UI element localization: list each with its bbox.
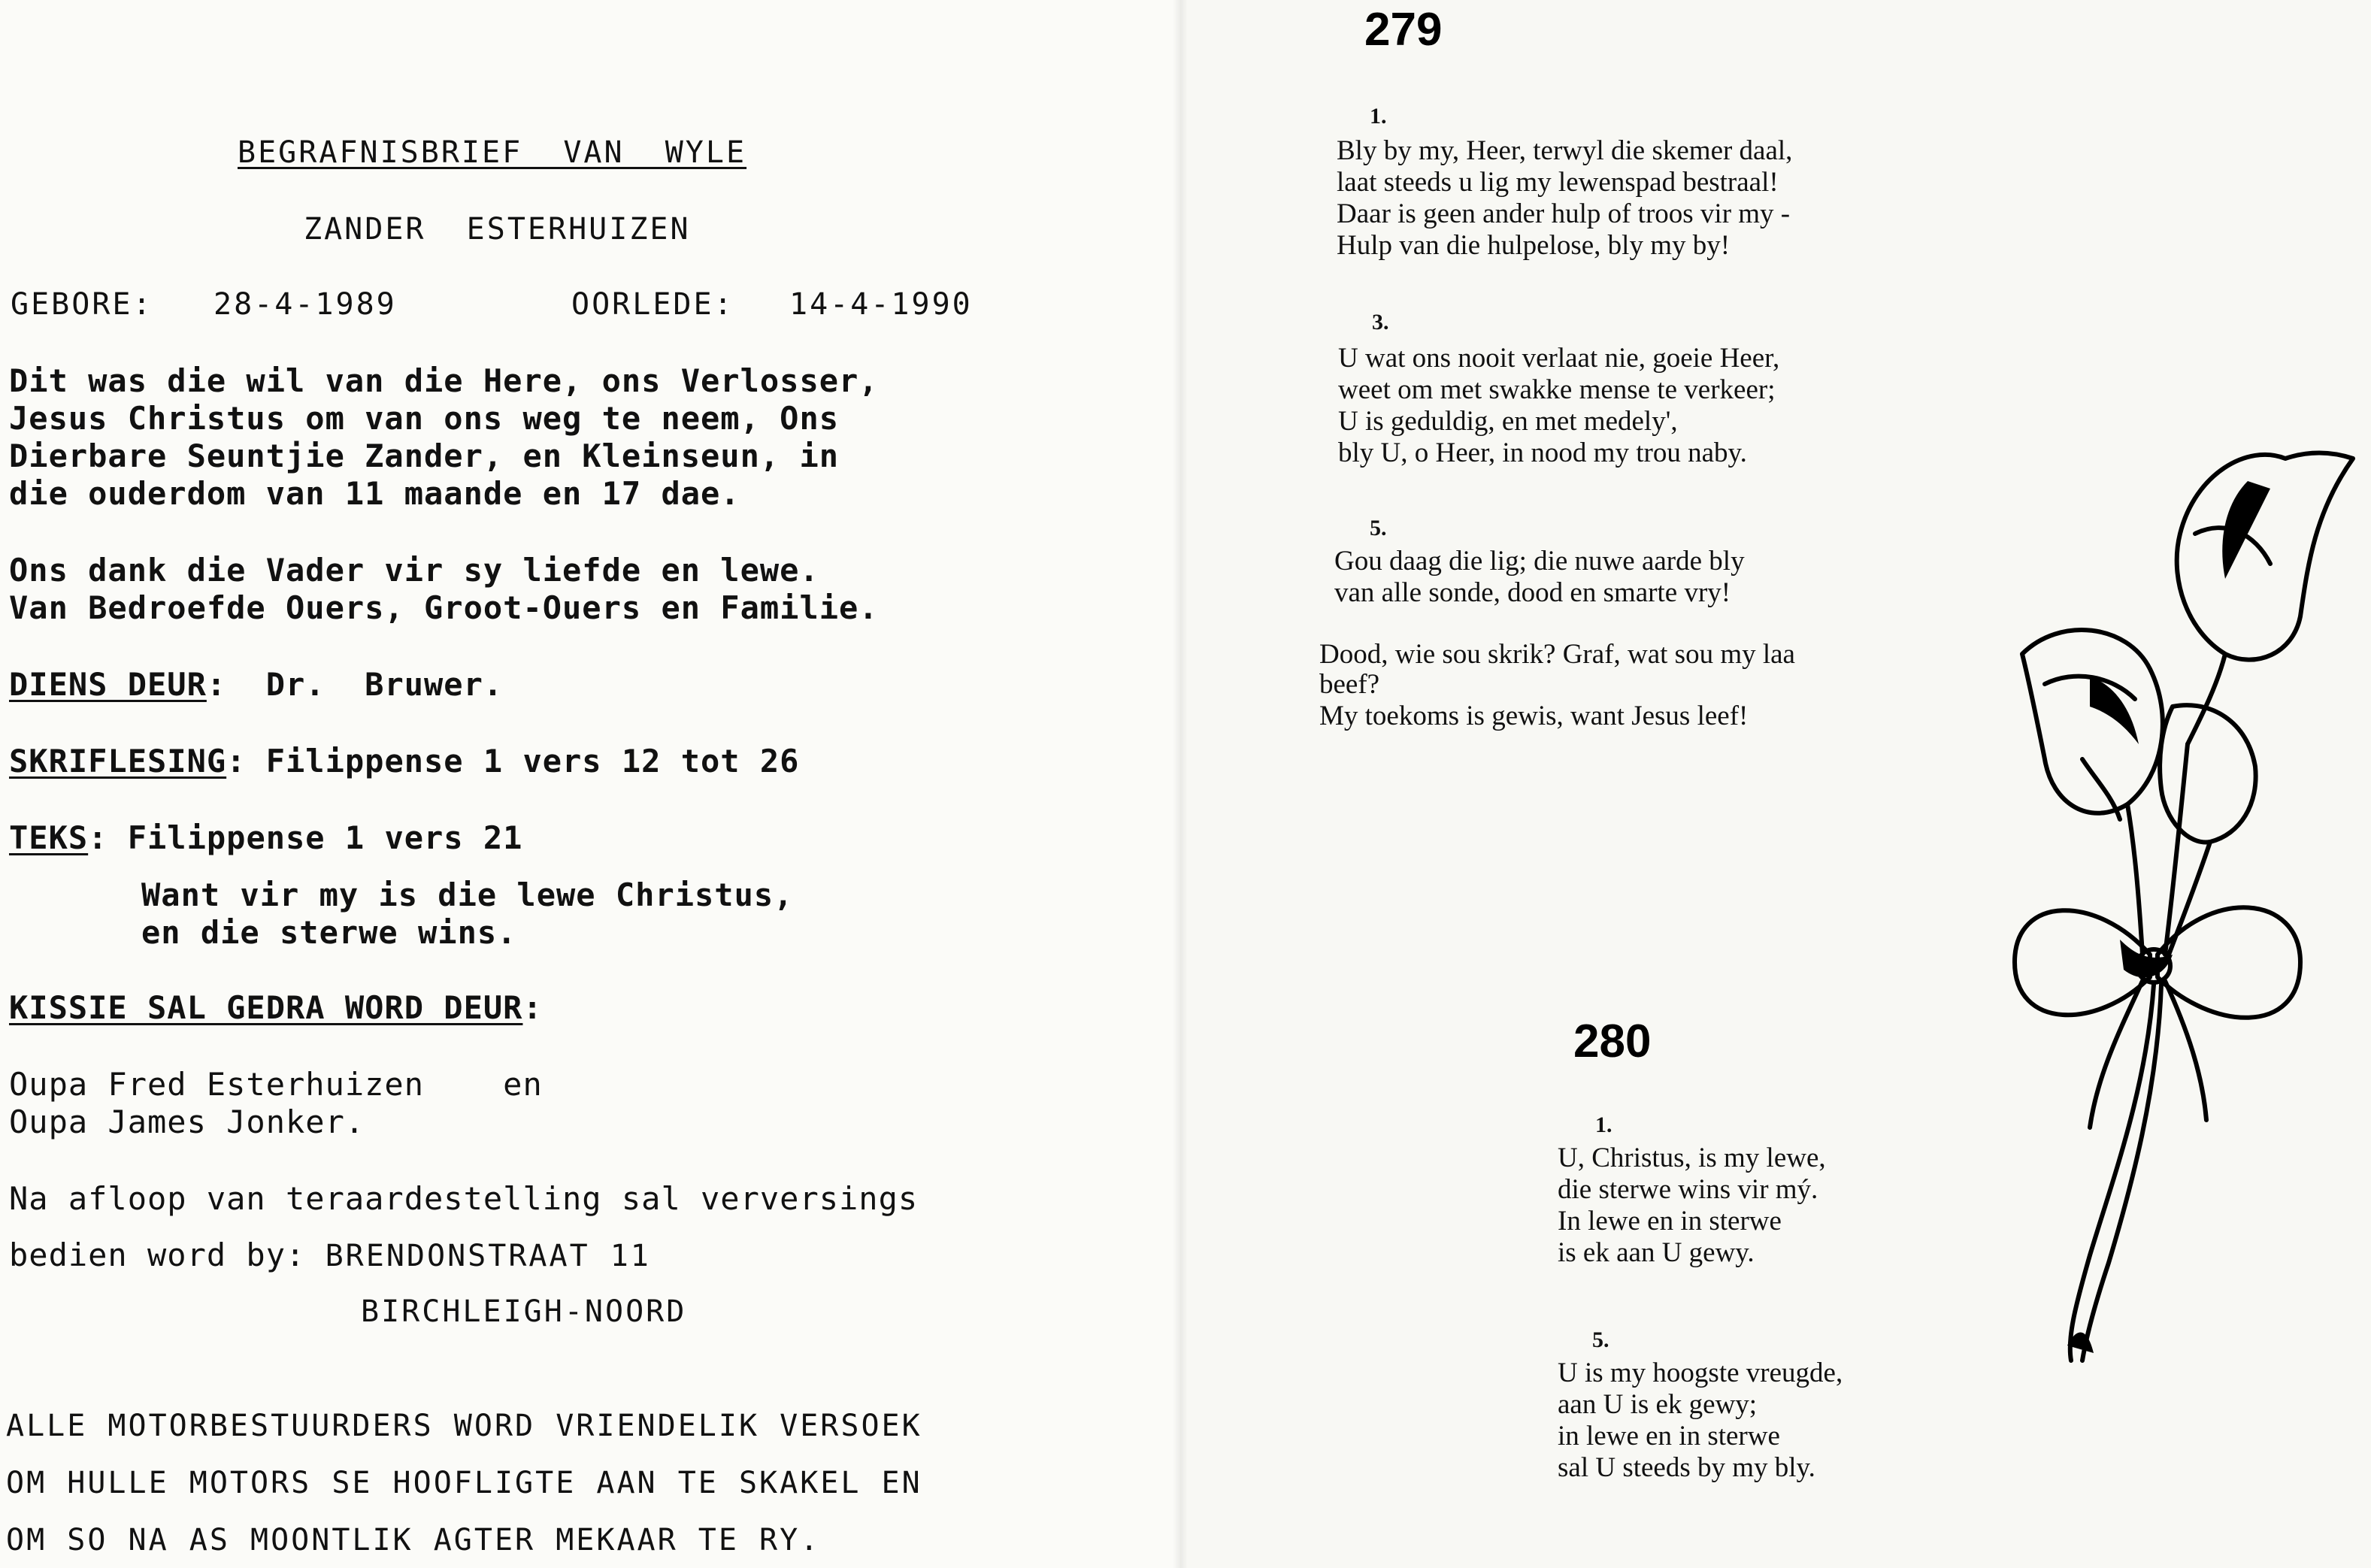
address-line-2: BIRCHLEIGH-NOORD [361, 1294, 687, 1329]
refreshments-line-1: Na afloop van teraardestelling sal verversings [9, 1180, 919, 1217]
paragraph-1-line-2: Jesus Christus om van ons weg te neem, Ons [9, 400, 840, 437]
bearers-colon: : [522, 989, 543, 1026]
reading-label: SKRIFLESING [9, 743, 227, 779]
text-label: TEKS [9, 819, 89, 856]
hymn-279-v5b-line-2: beef? [1319, 669, 1380, 700]
hymn-280-v1-line-2: die sterwe wins vir mý. [1558, 1174, 1818, 1205]
hymn-279-v1-line-4: Hulp van die hulpelose, bly my by! [1337, 230, 1731, 261]
service-value: : Dr. Bruwer. [206, 666, 504, 703]
refreshments-label: bedien word by: [9, 1237, 326, 1273]
born-label: GEBORE: [11, 287, 153, 322]
hymn-279-verse-3-label: 3. [1372, 310, 1389, 334]
hymn-280-verse-5-label: 5. [1592, 1327, 1609, 1352]
hymn-279-number: 279 [1364, 4, 1443, 56]
text-row [9, 819, 522, 857]
hymn-280-number: 280 [1573, 1016, 1652, 1067]
hymn-280-v1-line-4: is ek aan U gewy. [1558, 1237, 1755, 1268]
hymn-280-v1-line-3: In lewe en in sterwe [1558, 1206, 1782, 1237]
reading-row [9, 743, 799, 780]
hymn-279-v5-line-2: van alle sonde, dood en smarte vry! [1334, 577, 1731, 608]
died-label: OORLEDE: [571, 287, 734, 322]
paragraph-2-line-2: Van Bedroefde Ouers, Groot-Ouers en Familie. [9, 589, 879, 626]
hymn-279-v5b-line-1: Dood, wie sou skrik? Graf, wat sou my laa [1319, 639, 1795, 670]
page-fold [1173, 0, 1188, 1568]
deceased-name: ZANDER ESTERHUIZEN [304, 212, 691, 247]
text-value: : Filippense 1 vers 21 [88, 819, 523, 856]
hymn-279-v3-line-3: U is geduldig, en met medely', [1338, 406, 1678, 437]
paragraph-1-line-3: Dierbare Seuntjie Zander, en Kleinseun, in [9, 437, 840, 474]
bearer-line-2: Oupa James Jonker. [9, 1103, 365, 1140]
hymn-280-v5-line-1: U is my hoogste vreugde, [1558, 1358, 1843, 1388]
hymn-280-verse-1-label: 1. [1595, 1112, 1612, 1137]
paragraph-1-line-4: die ouderdom van 11 maande en 17 dae. [9, 475, 740, 512]
paragraph-1-line-1: Dit was die wil van die Here, ons Verlosser, [9, 362, 879, 399]
hymn-279-verse-5-label: 5. [1370, 516, 1387, 540]
service-label: DIENS DEUR [9, 666, 207, 703]
quote-line-2: en die sterwe wins. [141, 914, 517, 951]
document-title: BEGRAFNISBRIEF VAN WYLE [238, 135, 747, 170]
paragraph-2-line-1: Ons dank die Vader vir sy liefde en lewe. [9, 552, 819, 589]
bearers-heading [9, 989, 543, 1027]
quote-line-1: Want vir my is die lewe Christus, [141, 876, 794, 913]
notice-line-1: ALLE MOTORBESTUURDERS WORD VRIENDELIK VERSOEK [6, 1409, 922, 1443]
bearer-line-1: Oupa Fred Esterhuizen en [9, 1066, 543, 1103]
hymn-279-v3-line-2: weet om met swakke mense te verkeer; [1338, 374, 1776, 405]
notice-line-2: OM HULLE MOTORS SE HOOFLIGTE AAN TE SKAKEL EN [6, 1466, 922, 1500]
hymn-279-v3-line-1: U wat ons nooit verlaat nie, goeie Heer, [1338, 343, 1780, 374]
service-row [9, 666, 503, 704]
hymn-280-v5-line-4: sal U steeds by my bly. [1558, 1452, 1815, 1483]
address-line-1: BRENDONSTRAAT 11 [325, 1239, 651, 1273]
lily-illustration [2000, 428, 2360, 1376]
notice-line-3: OM SO NA AS MOONTLIK AGTER MEKAAR TE RY. [6, 1523, 821, 1557]
hymn-279-v1-line-3: Daar is geen ander hulp of troos vir my - [1337, 198, 1791, 229]
hymn-279-v5b-line-3: My toekoms is gewis, want Jesus leef! [1319, 701, 1749, 731]
reading-value: : Filippense 1 vers 12 tot 26 [226, 743, 800, 779]
hymn-280-v1-line-1: U, Christus, is my lewe, [1558, 1143, 1826, 1173]
hymn-280-v5-line-2: aan U is ek gewy; [1558, 1389, 1758, 1420]
refreshments-line-2 [9, 1237, 651, 1275]
bearers-label: KISSIE SAL GEDRA WORD DEUR [9, 989, 523, 1026]
hymn-279-v5-line-1: Gou daag die lig; die nuwe aarde bly [1334, 546, 1745, 577]
died-date: 14-4-1990 [789, 287, 973, 322]
hymn-279-verse-1-label: 1. [1370, 104, 1387, 129]
hymn-279-v1-line-2: laat steeds u lig my lewenspad bestraal! [1337, 167, 1779, 198]
hymn-279-v1-line-1: Bly by my, Heer, terwyl die skemer daal, [1337, 135, 1793, 166]
hymn-279-v3-line-4: bly U, o Heer, in nood my trou naby. [1338, 437, 1747, 468]
hymn-280-v5-line-3: in lewe en in sterwe [1558, 1421, 1780, 1451]
born-date: 28-4-1989 [213, 287, 397, 322]
